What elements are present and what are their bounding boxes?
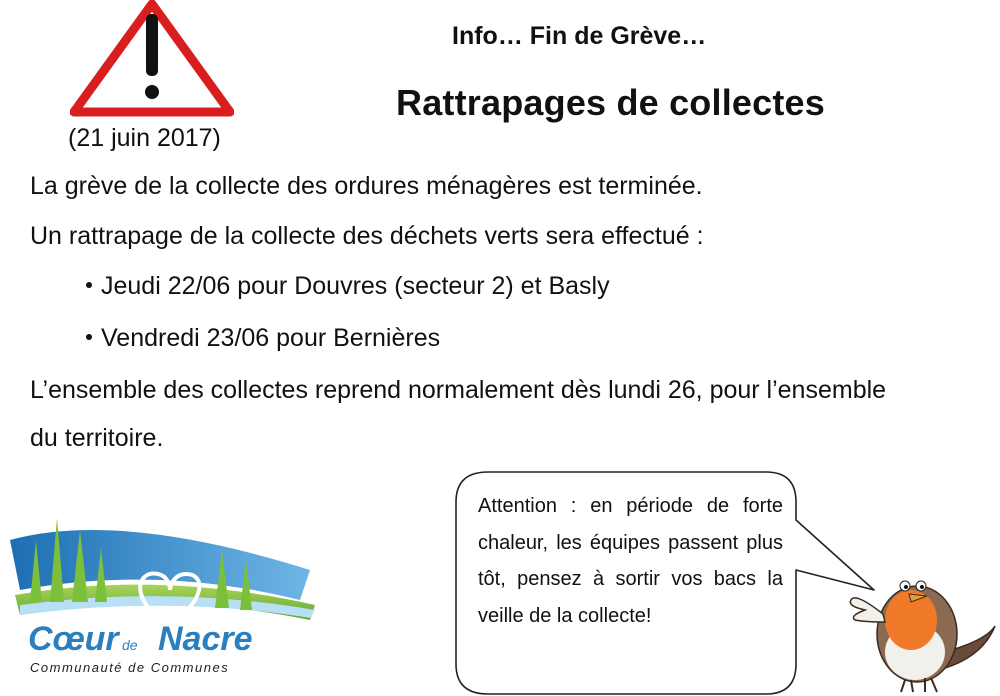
logo-subtitle: Communauté de Communes [30, 660, 230, 675]
warning-triangle-icon [70, 0, 234, 118]
robin-bird-illustration [845, 556, 1000, 696]
logo-name-part2: de [122, 637, 138, 653]
bullet-icon [86, 282, 92, 288]
body-line-green-waste: Un rattrapage de la collecte des déchets verts sera effectué : [30, 222, 704, 250]
logo-name-part1: Cœur [28, 620, 119, 658]
list-item [86, 272, 610, 301]
logo-name-part3: Nacre [158, 620, 253, 658]
list-item [86, 324, 440, 353]
body-line-resume: L’ensemble des collectes reprend normalement dès lundi 26, pour l’ensemble [30, 376, 887, 404]
list-item-text: Jeudi 22/06 pour Douvres (secteur 2) et Basly [101, 272, 610, 300]
body-line-resume-continued: du territoire. [30, 424, 164, 452]
coeur-de-nacre-logo [10, 510, 320, 690]
list-item-text: Vendredi 23/06 pour Bernières [101, 324, 441, 352]
body-line-strike-ended: La grève de la collecte des ordures ménagères est terminée. [30, 172, 703, 200]
bubble-text: Attention : en période de forte chaleur, les équipes passent plus tôt, pensez à sortir vos bacs la veille de la collecte! [478, 495, 783, 627]
date-label: (21 juin 2017) [68, 124, 221, 152]
bullet-icon [86, 334, 92, 340]
page-title: Rattrapages de collectes [396, 82, 825, 123]
kicker-heading: Info… Fin de Grève… [452, 22, 707, 50]
